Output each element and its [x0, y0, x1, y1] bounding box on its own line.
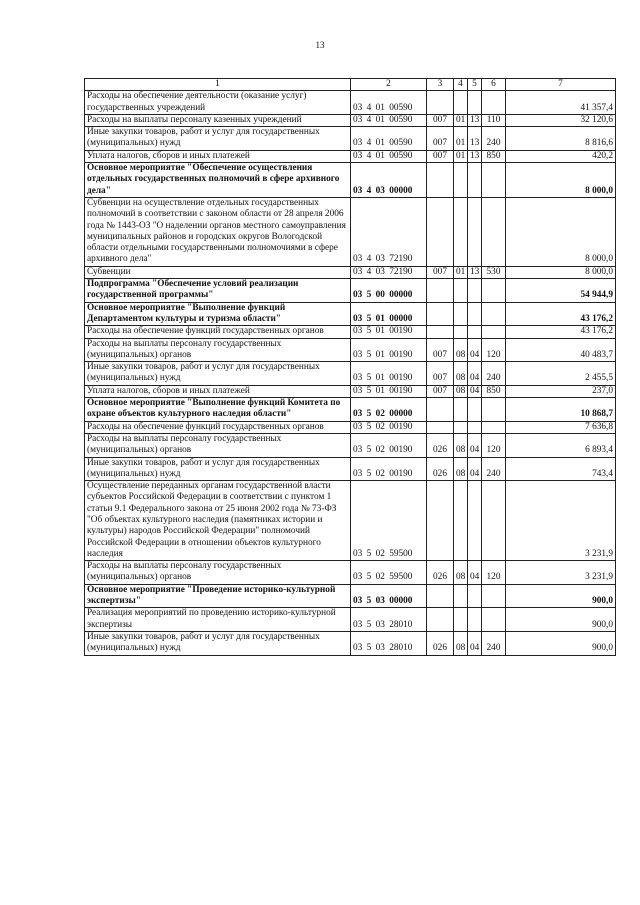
row-subsection-cell: 13 [468, 150, 482, 162]
table-row [85, 326, 616, 338]
row-code-cell: 03 5 00 00000 [351, 279, 427, 303]
row-code-cell: 03 5 02 00190 [351, 457, 427, 481]
row-code-cell: 03 4 01 00590 [351, 114, 427, 126]
row-section-cell: 01 [454, 127, 468, 151]
table-row [85, 302, 616, 326]
row-name-cell: Основное мероприятие "Выполнение функций Департаментом культуры и туризма области" [85, 302, 351, 326]
row-amount-cell: 900,0 [506, 584, 616, 608]
row-section-cell: 08 [454, 362, 468, 386]
row-name-cell: Расходы на обеспечение деятельности (оказание услуг) государственных учреждений [85, 91, 351, 115]
row-section-cell: 01 [454, 266, 468, 278]
row-subsection-cell [468, 302, 482, 326]
row-subsection-cell [468, 481, 482, 561]
row-subsection-cell: 04 [468, 631, 482, 655]
row-ministry-cell: 026 [427, 433, 454, 457]
row-section-cell: 08 [454, 385, 468, 397]
row-section-cell [454, 197, 468, 266]
row-ministry-cell: 007 [427, 127, 454, 151]
row-subsection-cell: 04 [468, 338, 482, 362]
row-amount-cell: 8 816,6 [506, 127, 616, 151]
row-name-cell: Расходы на обеспечение функций государственных органов [85, 421, 351, 433]
row-name-cell: Иные закупки товаров, работ и услуг для государственных (муниципальных) нужд [85, 127, 351, 151]
row-section-cell: 01 [454, 114, 468, 126]
row-subsection-cell [468, 279, 482, 303]
row-section-cell: 01 [454, 150, 468, 162]
row-name-cell: Расходы на обеспечение функций государственных органов [85, 326, 351, 338]
row-ministry-cell: 007 [427, 338, 454, 362]
row-name-cell: Основное мероприятие "Проведение историко-культурной экспертизы" [85, 584, 351, 608]
row-expense-type-cell [482, 91, 506, 115]
row-ministry-cell [427, 326, 454, 338]
row-expense-type-cell: 240 [482, 631, 506, 655]
table-row [85, 163, 616, 198]
table-row [85, 150, 616, 162]
row-expense-type-cell [482, 584, 506, 608]
row-subsection-cell: 04 [468, 561, 482, 585]
row-subsection-cell: 04 [468, 457, 482, 481]
row-code-cell: 03 5 01 00190 [351, 362, 427, 386]
row-subsection-cell [468, 398, 482, 422]
row-code-cell: 03 4 01 00590 [351, 91, 427, 115]
row-subsection-cell: 13 [468, 114, 482, 126]
row-section-cell: 08 [454, 433, 468, 457]
row-name-cell: Подпрограмма "Обеспечение условий реализации государственной программы" [85, 279, 351, 303]
row-amount-cell: 3 231,9 [506, 481, 616, 561]
row-amount-cell: 41 357,4 [506, 91, 616, 115]
row-amount-cell: 900,0 [506, 608, 616, 632]
row-name-cell: Расходы на выплаты персоналу государственных (муниципальных) органов [85, 338, 351, 362]
row-ministry-cell [427, 163, 454, 198]
row-subsection-cell: 04 [468, 385, 482, 397]
row-code-cell: 03 5 01 00190 [351, 326, 427, 338]
row-section-cell: 08 [454, 631, 468, 655]
row-expense-type-cell [482, 279, 506, 303]
header-row [85, 79, 616, 91]
row-code-cell: 03 5 02 00190 [351, 433, 427, 457]
row-name-cell: Субвенции на осуществление отдельных государственных полномочий в соответствии с законом области от 28 апреля 2006 года № 1443-ОЗ "О наделении органов местного самоуправления муниципальных районов и городских округов Вологодской области отдельными государственными полномочиями в сфере архивного дела" [85, 197, 351, 266]
table-row [85, 385, 616, 397]
row-amount-cell: 8 000,0 [506, 266, 616, 278]
row-name-cell: Основное мероприятие "Выполнение функций Комитета по охране объектов культурного наследия области" [85, 398, 351, 422]
table-row [85, 608, 616, 632]
row-subsection-cell [468, 91, 482, 115]
row-amount-cell: 32 120,6 [506, 114, 616, 126]
row-code-cell: 03 5 02 00190 [351, 421, 427, 433]
row-code-cell: 03 5 02 59500 [351, 481, 427, 561]
row-ministry-cell [427, 302, 454, 326]
row-ministry-cell: 007 [427, 150, 454, 162]
row-subsection-cell: 13 [468, 127, 482, 151]
row-code-cell: 03 5 03 28010 [351, 631, 427, 655]
table-row [85, 433, 616, 457]
row-expense-type-cell: 240 [482, 127, 506, 151]
row-ministry-cell: 007 [427, 266, 454, 278]
table-row [85, 197, 616, 266]
row-code-cell: 03 4 01 00590 [351, 127, 427, 151]
row-amount-cell: 237,0 [506, 385, 616, 397]
row-amount-cell: 6 893,4 [506, 433, 616, 457]
row-ministry-cell: 026 [427, 631, 454, 655]
row-code-cell: 03 5 01 00190 [351, 338, 427, 362]
row-ministry-cell [427, 608, 454, 632]
row-ministry-cell: 007 [427, 385, 454, 397]
table-row [85, 561, 616, 585]
row-name-cell: Реализация мероприятий по проведению историко-культурной экспертизы [85, 608, 351, 632]
column-header: 4 [454, 79, 468, 91]
row-name-cell: Иные закупки товаров, работ и услуг для государственных (муниципальных) нужд [85, 631, 351, 655]
row-subsection-cell [468, 326, 482, 338]
row-name-cell: Субвенции [85, 266, 351, 278]
row-ministry-cell [427, 91, 454, 115]
row-expense-type-cell: 240 [482, 362, 506, 386]
column-header: 6 [482, 79, 506, 91]
row-section-cell [454, 481, 468, 561]
row-ministry-cell [427, 481, 454, 561]
row-ministry-cell: 026 [427, 561, 454, 585]
row-subsection-cell: 04 [468, 433, 482, 457]
row-amount-cell: 8 000,0 [506, 197, 616, 266]
row-subsection-cell: 04 [468, 362, 482, 386]
row-code-cell: 03 5 01 00190 [351, 385, 427, 397]
row-expense-type-cell [482, 326, 506, 338]
row-code-cell: 03 4 03 72190 [351, 197, 427, 266]
row-ministry-cell: 007 [427, 362, 454, 386]
row-name-cell: Уплата налогов, сборов и иных платежей [85, 385, 351, 397]
column-header: 1 [85, 79, 351, 91]
row-expense-type-cell: 120 [482, 561, 506, 585]
row-expense-type-cell: 850 [482, 150, 506, 162]
row-section-cell [454, 584, 468, 608]
row-amount-cell: 8 000,0 [506, 163, 616, 198]
row-code-cell: 03 4 01 00590 [351, 150, 427, 162]
table-row [85, 266, 616, 278]
row-code-cell: 03 4 03 00000 [351, 163, 427, 198]
row-section-cell: 08 [454, 561, 468, 585]
row-amount-cell: 420,2 [506, 150, 616, 162]
table-row [85, 457, 616, 481]
row-section-cell: 08 [454, 457, 468, 481]
row-section-cell [454, 279, 468, 303]
row-section-cell [454, 421, 468, 433]
row-section-cell [454, 91, 468, 115]
row-name-cell: Основное мероприятие "Обеспечение осуществления отдельных государственных полномочий в сфере архивного дела" [85, 163, 351, 198]
row-amount-cell: 2 455,5 [506, 362, 616, 386]
row-section-cell [454, 398, 468, 422]
row-expense-type-cell: 110 [482, 114, 506, 126]
row-subsection-cell [468, 584, 482, 608]
row-amount-cell: 43 176,2 [506, 302, 616, 326]
page-number: 13 [315, 40, 325, 50]
row-code-cell: 03 5 03 00000 [351, 584, 427, 608]
row-amount-cell: 3 231,9 [506, 561, 616, 585]
row-amount-cell: 7 636,8 [506, 421, 616, 433]
row-subsection-cell [468, 197, 482, 266]
row-ministry-cell: 026 [427, 457, 454, 481]
column-header: 3 [427, 79, 454, 91]
row-section-cell [454, 326, 468, 338]
row-subsection-cell [468, 163, 482, 198]
row-section-cell: 08 [454, 338, 468, 362]
row-name-cell: Иные закупки товаров, работ и услуг для государственных (муниципальных) нужд [85, 362, 351, 386]
table-row [85, 631, 616, 655]
table-row [85, 584, 616, 608]
row-expense-type-cell [482, 302, 506, 326]
row-name-cell: Осуществление переданных органам государственной власти субъектов Российской Федерации в соответствии с пунктом 1 статьи 9.1 Федерального закона от 25 июня 2002 года № 73-ФЗ "Об объектах культурного наследия (памятниках истории и культуры) народов Российской Федерации" полномочий Российской Федерации в отношении объектов культурного наследия [85, 481, 351, 561]
row-amount-cell: 40 483,7 [506, 338, 616, 362]
table-row [85, 421, 616, 433]
row-section-cell [454, 163, 468, 198]
row-code-cell: 03 5 02 00000 [351, 398, 427, 422]
row-ministry-cell [427, 398, 454, 422]
table-row [85, 114, 616, 126]
row-ministry-cell: 007 [427, 114, 454, 126]
table-row [85, 481, 616, 561]
table-row [85, 279, 616, 303]
row-expense-type-cell: 240 [482, 457, 506, 481]
row-ministry-cell [427, 279, 454, 303]
row-section-cell [454, 608, 468, 632]
column-header: 2 [351, 79, 427, 91]
column-header: 7 [506, 79, 616, 91]
row-name-cell: Иные закупки товаров, работ и услуг для государственных (муниципальных) нужд [85, 457, 351, 481]
row-code-cell: 03 5 01 00000 [351, 302, 427, 326]
row-expense-type-cell [482, 608, 506, 632]
row-expense-type-cell [482, 481, 506, 561]
row-amount-cell: 54 944,9 [506, 279, 616, 303]
row-expense-type-cell [482, 163, 506, 198]
row-section-cell [454, 302, 468, 326]
row-subsection-cell: 13 [468, 266, 482, 278]
row-code-cell: 03 4 03 72190 [351, 266, 427, 278]
table-row [85, 362, 616, 386]
row-name-cell: Расходы на выплаты персоналу государственных (муниципальных) органов [85, 561, 351, 585]
table-row [85, 127, 616, 151]
row-ministry-cell [427, 584, 454, 608]
row-name-cell: Расходы на выплаты персоналу государственных (муниципальных) органов [85, 433, 351, 457]
row-expense-type-cell: 850 [482, 385, 506, 397]
table-row [85, 91, 616, 115]
table-row [85, 398, 616, 422]
row-name-cell: Расходы на выплаты персоналу казенных учреждений [85, 114, 351, 126]
row-amount-cell: 743,4 [506, 457, 616, 481]
row-amount-cell: 900,0 [506, 631, 616, 655]
row-amount-cell: 43 176,2 [506, 326, 616, 338]
row-subsection-cell [468, 421, 482, 433]
row-ministry-cell [427, 197, 454, 266]
row-expense-type-cell [482, 421, 506, 433]
row-ministry-cell [427, 421, 454, 433]
row-subsection-cell [468, 608, 482, 632]
row-code-cell: 03 5 03 28010 [351, 608, 427, 632]
table-row [85, 338, 616, 362]
budget-table [84, 78, 616, 656]
row-name-cell: Уплата налогов, сборов и иных платежей [85, 150, 351, 162]
row-code-cell: 03 5 02 59500 [351, 561, 427, 585]
row-expense-type-cell: 120 [482, 433, 506, 457]
row-expense-type-cell [482, 197, 506, 266]
row-amount-cell: 10 868,7 [506, 398, 616, 422]
column-header: 5 [468, 79, 482, 91]
row-expense-type-cell: 120 [482, 338, 506, 362]
row-expense-type-cell: 530 [482, 266, 506, 278]
row-expense-type-cell [482, 398, 506, 422]
